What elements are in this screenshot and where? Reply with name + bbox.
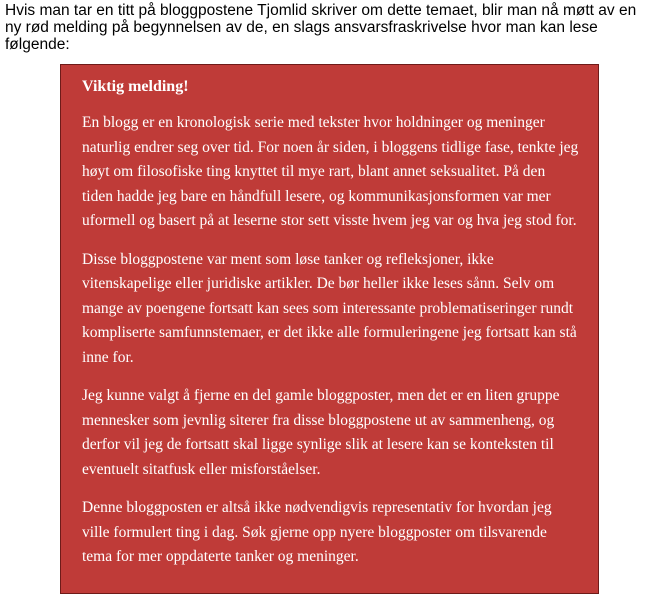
- intro-paragraph: Hvis man tar en titt på bloggpostene Tjomlid skriver om dette temaet, blir man nå møtt av en ny rød melding på begynnelsen av de, en slags ansvarsfraskrivelse hvor man kan lese følgende:: [5, 2, 637, 53]
- notice-paragraph-3: Jeg kunne valgt å fjerne en del gamle bloggposter, men det er en liten gruppe mennesker som jevnlig siterer fra disse bloggpostene ut av sammenheng, og derfor vil jeg de fortsatt skal ligge synlige slik at lesere kan se konteksten til eventuelt sitatfusk eller misforståelser.: [82, 387, 560, 478]
- important-notice-box: [60, 64, 599, 594]
- notice-paragraph-1: En blogg er en kronologisk serie med tekster hvor holdninger og meninger naturlig endrer seg over tid. For noen år siden, i bloggens tidlige fase, tenkte jeg høyt om filosofiske ting knyttet til mye rart, blant annet seksualitet. På den tiden hadde jeg bare en håndfull lesere, og kommunikasjonsformen var mer uformell og basert på at leserne stor sett visste hvem jeg var og hva jeg stod for.: [82, 114, 579, 229]
- notice-paragraph-4: Denne bloggposten er altså ikke nødvendigvis representativ for hvordan jeg ville formulert ting i dag. Søk gjerne opp nyere bloggposter om tilsvarende tema for mer oppdaterte tanker og meninger.: [82, 499, 552, 565]
- notice-paragraph-2: Disse bloggpostene var ment som løse tanker og refleksjoner, ikke vitenskapelige eller juridiske artikler. De bør heller ikke leses sånn. Selv om mange av poengene fortsatt kan sees som interessante problematiseringer rundt kompliserte samfunnstemaer, er det ikke alle formuleringene jeg fortsatt kan stå inne for.: [82, 250, 577, 366]
- notice-title: Viktig melding!: [82, 78, 189, 95]
